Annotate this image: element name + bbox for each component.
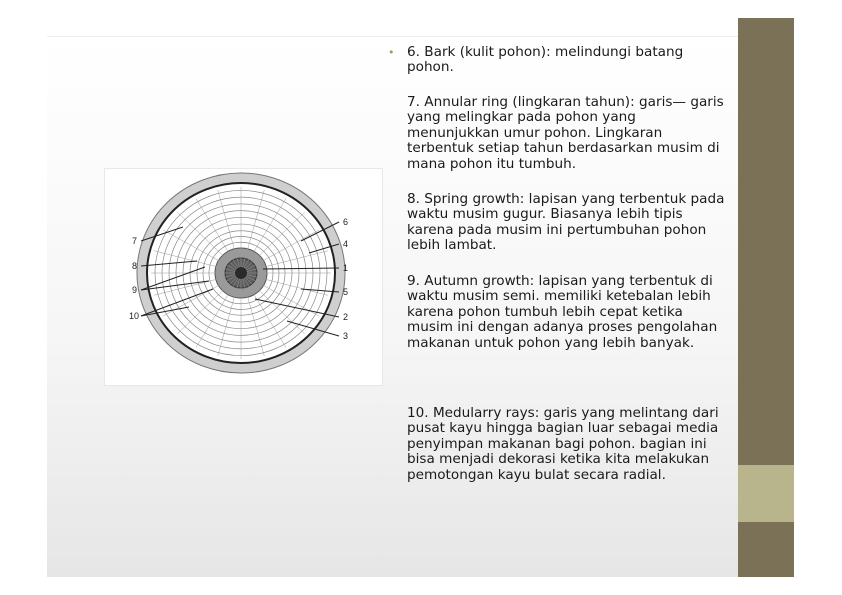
label-2: 2 — [343, 312, 349, 322]
paragraph-medullary-rays: 10. Medularry rays: garis yang melintang dari pusat kayu hingga bagian luar sebagai media penyimpan makanan bagi pohon. bagian ini bisa menjadi dekorasi ketika kita melakukan pemotongan kayu bulat secara radial. — [407, 405, 719, 483]
label-10: 10 — [129, 311, 140, 321]
tree-cross-section-figure — [104, 168, 383, 386]
label-1: 1 — [343, 263, 349, 273]
label-9: 9 — [132, 285, 138, 295]
paragraph-spring-growth: 8. Spring growth: lapisan yang terbentuk pada waktu musim gugur. Biasanya lebih tipis karena pada musim ini pertumbuhan pohon lebih lambat. — [407, 191, 725, 254]
label-3: 3 — [343, 331, 349, 341]
bullet-icon: • — [388, 46, 395, 59]
label-5: 5 — [343, 287, 349, 297]
paragraph-bark: 6. Bark (kulit pohon): melindungi batang pohon. — [407, 44, 684, 76]
pith — [235, 267, 247, 279]
paragraph-annular-ring: 7. Annular ring (lingkaran tahun): garis— garis yang melingkar pada pohon yang menunjukkan umur pohon. Lingkaran terbentuk setiap tahun berdasarkan musim di mana pohon itu tumbuh. — [407, 94, 724, 172]
tree-cross-section-diagram — [105, 169, 382, 385]
label-7: 7 — [132, 236, 138, 246]
paragraph-autumn-growth: 9. Autumn growth: lapisan yang terbentuk di waktu musim semi. memiliki ketebalan lebih karena pohon tumbuh lebih cepat ketika musim ini dengan adanya proses pengolahan makanan untuk pohon yang lebih banyak. — [407, 273, 718, 351]
label-4: 4 — [343, 239, 349, 249]
sidebar-accent-block — [738, 465, 794, 522]
label-6: 6 — [343, 217, 349, 227]
label-8: 8 — [132, 261, 138, 271]
